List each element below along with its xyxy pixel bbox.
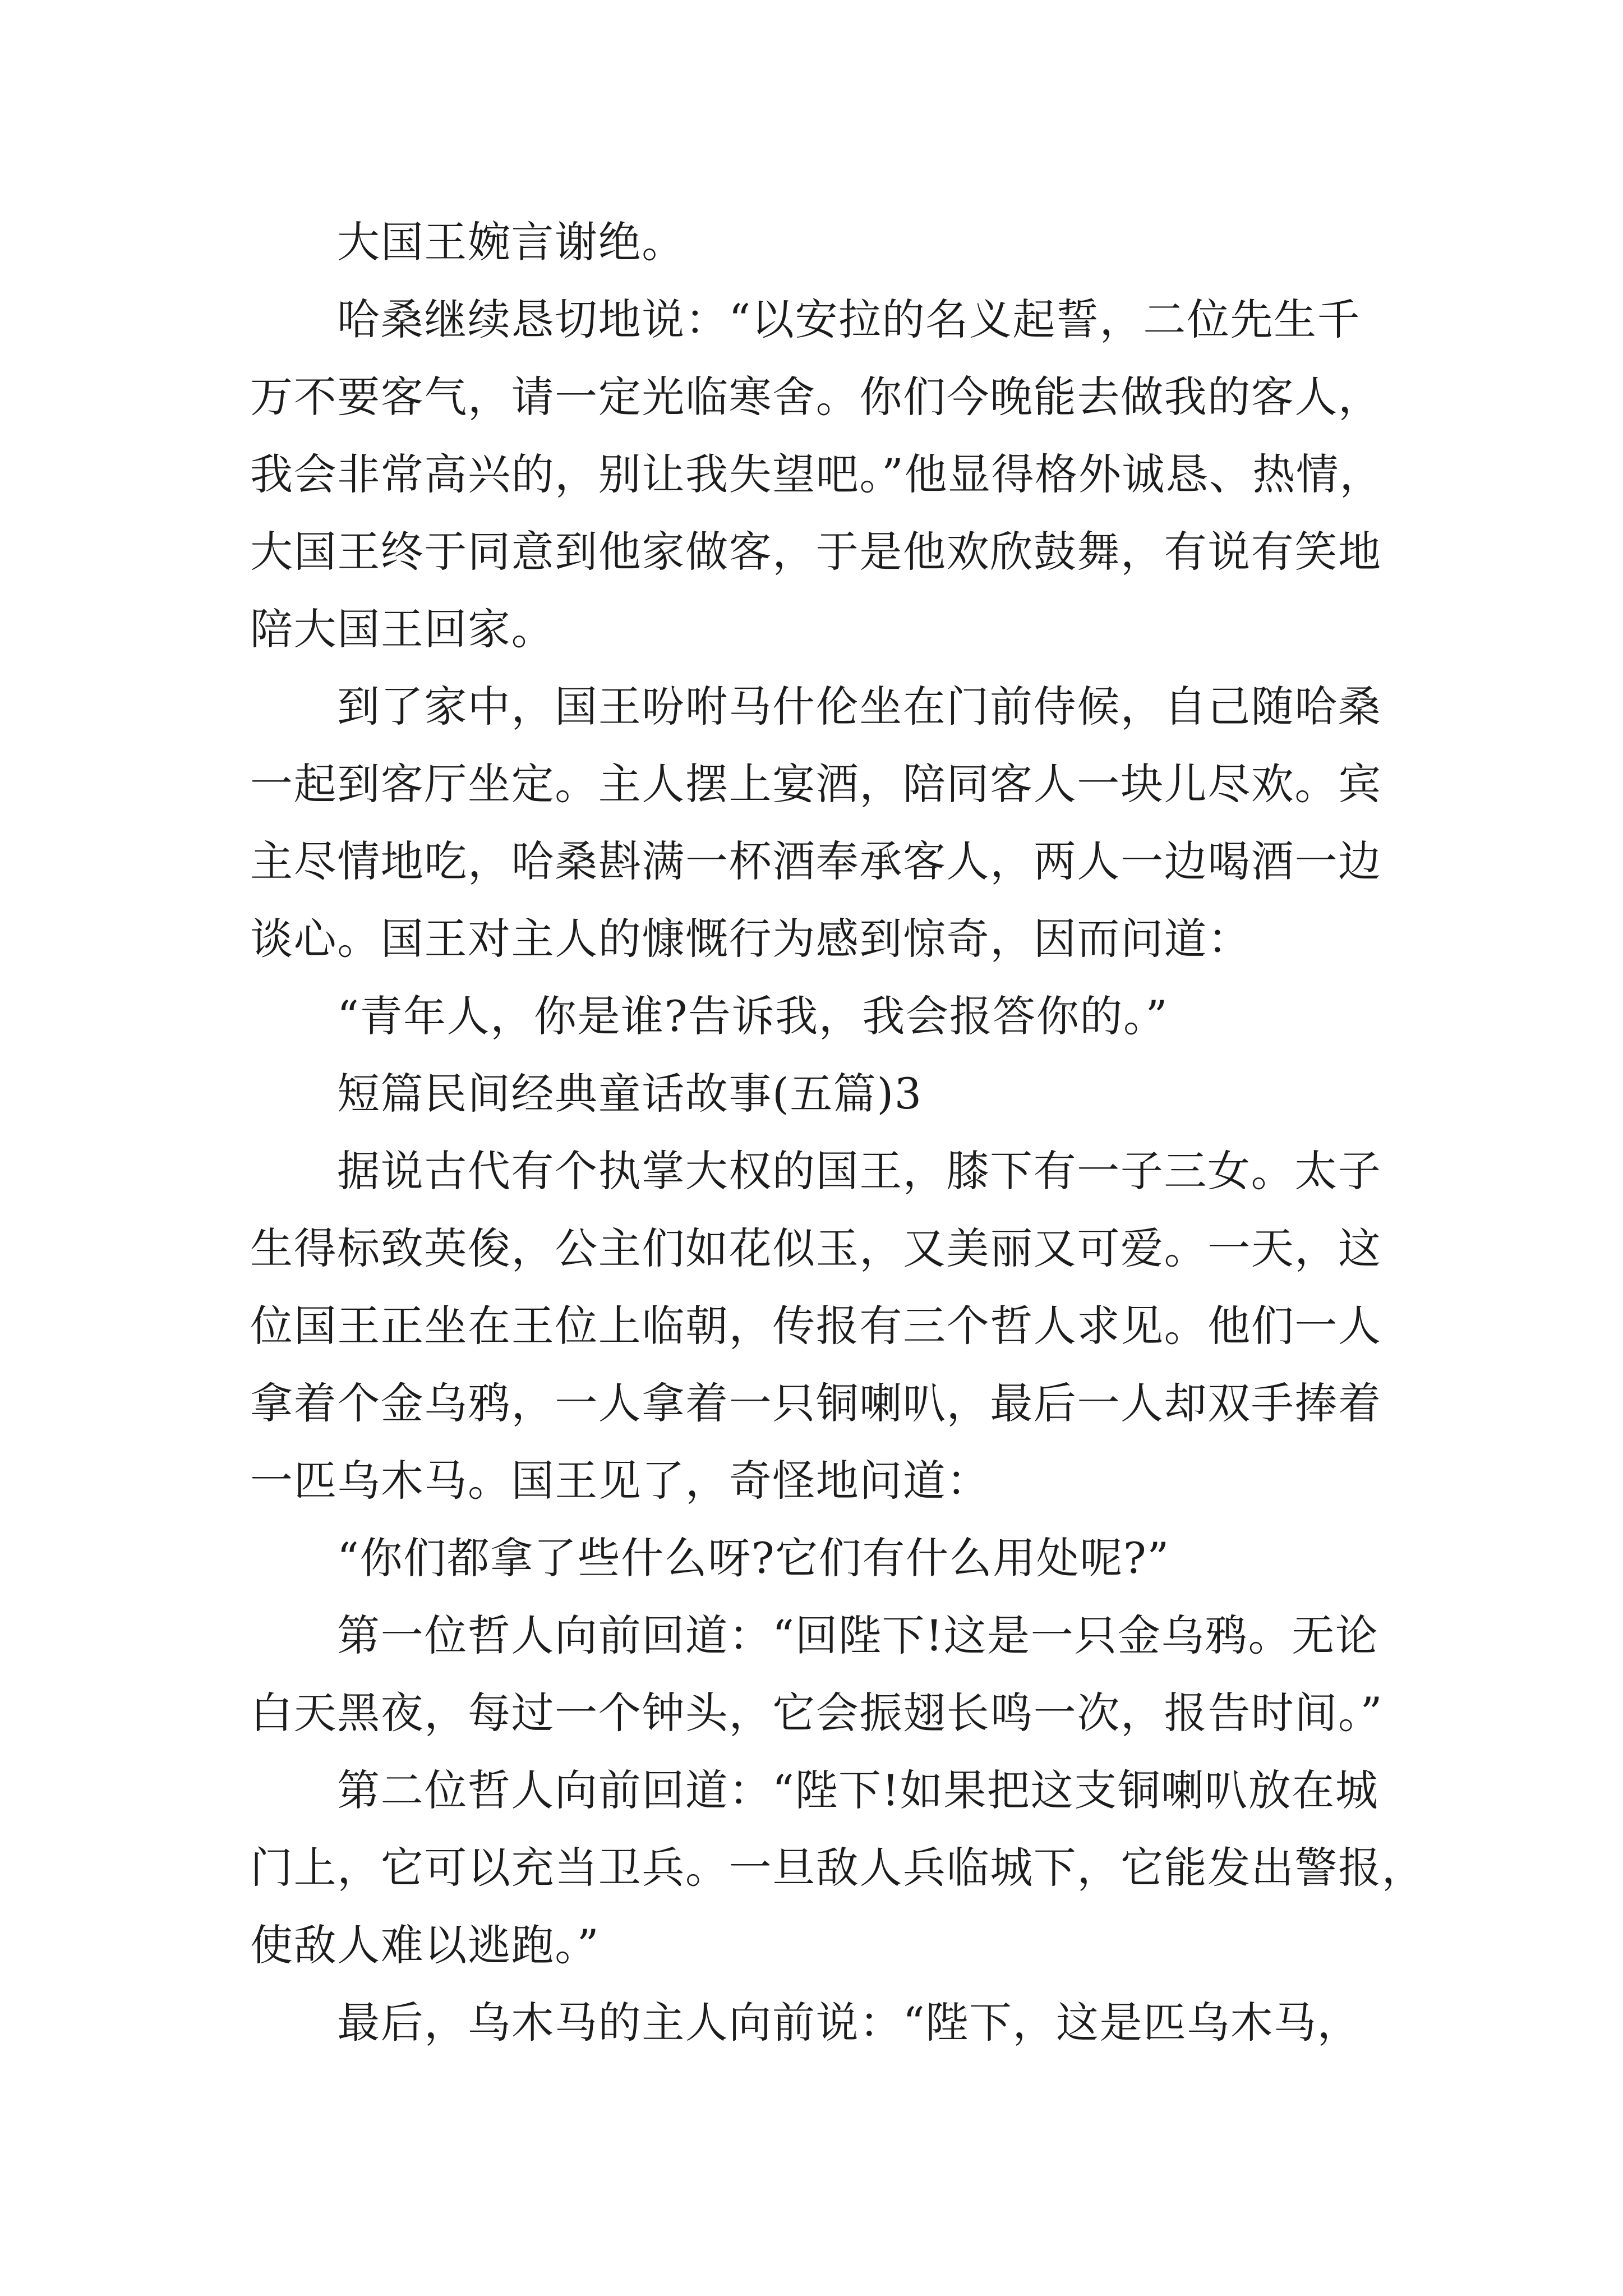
paragraph xyxy=(250,1133,1484,1520)
paragraph xyxy=(250,204,1484,281)
paragraph-line: 到了家中，国王吩咐马什伦坐在门前侍候，自己随哈桑 xyxy=(337,682,1382,731)
section-heading-text: 短篇民间经典童话故事(五篇)3 xyxy=(337,1069,923,1119)
paragraph-line: 哈桑继续恳切地说：“以安拉的名义起誓，二位先生千 xyxy=(337,295,1361,344)
paragraph-line: 一匹乌木马。国王见了，奇怪地问道： xyxy=(250,1456,990,1506)
paragraph xyxy=(250,281,1484,668)
document-body xyxy=(250,204,1484,2062)
paragraph-line: 白天黑夜，每过一个钟头，它会振翅长鸣一次，报告时间。” xyxy=(250,1688,1384,1738)
paragraph-line: 据说古代有个执掌大权的国王，膝下有一子三女。太子 xyxy=(337,1146,1382,1196)
paragraph-line: 第一位哲人向前回道：“回陛下!这是一只金乌鸦。无论 xyxy=(337,1611,1379,1660)
paragraph-line: 陪大国王回家。 xyxy=(250,604,555,654)
paragraph-line: 一起到客厅坐定。主人摆上宴酒，陪同客人一块儿尽欢。宾 xyxy=(250,759,1382,809)
paragraph-line: “你们都拿了些什么呀?它们有什么用处呢?” xyxy=(337,1533,1170,1583)
paragraph-line: 第二位哲人向前回道：“陛下!如果把这支铜喇叭放在城 xyxy=(337,1765,1379,1815)
paragraph xyxy=(250,668,1484,978)
paragraph-line: 门上，它可以充当卫兵。一旦敌人兵临城下，它能发出警报， xyxy=(250,1843,1426,1893)
paragraph xyxy=(250,978,1484,1055)
paragraph xyxy=(250,1597,1484,1752)
paragraph-line: 万不要客气，请一定光临寒舍。你们今晚能去做我的客人， xyxy=(250,372,1382,422)
paragraph xyxy=(250,1752,1484,1984)
paragraph-line: “青年人，你是谁?告诉我，我会报答你的。” xyxy=(337,991,1169,1041)
paragraph-line: 最后，乌木马的主人向前说：“陛下，这是匹乌木马， xyxy=(337,1998,1361,2047)
paragraph-line: 大国王婉言谢绝。 xyxy=(337,217,685,267)
paragraph-line: 我会非常高兴的，别让我失望吧。”他显得格外诚恳、热情， xyxy=(250,449,1384,499)
paragraph-line: 大国王终于同意到他家做客，于是他欢欣鼓舞，有说有笑地 xyxy=(250,527,1382,577)
section-heading xyxy=(250,1055,1484,1133)
paragraph-line: 拿着个金乌鸦，一人拿着一只铜喇叭，最后一人却双手捧着 xyxy=(250,1378,1382,1428)
paragraph-line: 使敌人难以逃跑。” xyxy=(250,1920,600,1970)
paragraph xyxy=(250,1984,1484,2062)
paragraph-line: 位国王正坐在王位上临朝，传报有三个哲人求见。他们一人 xyxy=(250,1301,1382,1351)
paragraph-line: 谈心。国王对主人的慷慨行为感到惊奇，因而问道： xyxy=(250,914,1251,964)
paragraph-line: 生得标致英俊，公主们如花似玉，又美丽又可爱。一天，这 xyxy=(250,1223,1382,1273)
paragraph-line: 主尽情地吃，哈桑斟满一杯酒奉承客人，两人一边喝酒一边 xyxy=(250,836,1382,886)
paragraph xyxy=(250,1520,1484,1597)
